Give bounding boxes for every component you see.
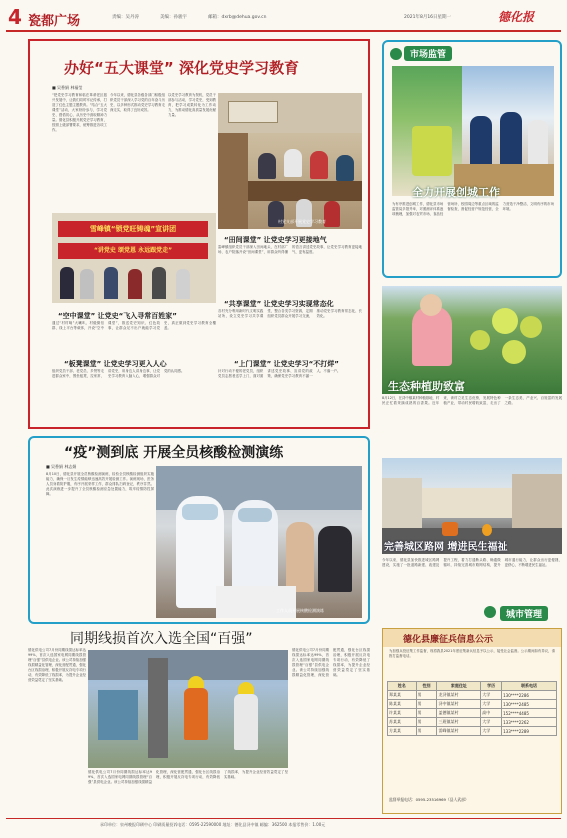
table-cell: 陈某某: [388, 700, 417, 709]
subhead-field-body: 雷峰镇组织党员干部深入田间地头，在村部广场、农户院落开设“田间课堂”，用群众听得懂的语言讲述党史故事，让党史学习教育更接地气、更有温度。: [218, 245, 362, 254]
editor-label: 责编：吴丹涛: [112, 15, 139, 20]
article-five-classrooms: [28, 39, 370, 429]
subhead-share: “共享课堂” 让党史学习实现常态化: [224, 300, 334, 308]
urban-body: 今年以来，德化县加快推进城区路网建设，实施了一批道路新建、改建及提升工程，着力打通断头路、畅通微循环，持续完善城市路网结构，提升城市通行能力，让群众出行更便捷、更舒心，不断增进民生福祉。: [382, 558, 562, 567]
table-cell: 男: [416, 709, 437, 718]
table-cell: 方某某: [388, 727, 417, 736]
article-body-col1: “把党史学习教育和临在革命老区振兴发展中，让我们同时牢记传承，打造了红色主题主题教育。”结合“五大课堂”活动，大家纷纷参与，学习党史、感悟初心，从历史中汲取精神力量。德化县积极开展党史学习教育，按照上级部署要求，统筹推进各项工作。: [52, 93, 107, 132]
notice-title: 德化县廉征兵信息公示: [403, 635, 494, 645]
page-number: 4: [8, 5, 22, 29]
email-label: 邮箱：dxrb@dehua.gov.cn: [208, 15, 267, 20]
notice-col-header: 联系电话: [502, 682, 557, 691]
subhead-door: “上门课堂” 让党史学习“不打烊”: [234, 360, 339, 368]
notice-col-header: 姓名: [388, 682, 417, 691]
covid-byline: ■ 吴香娟 林志娟: [46, 464, 77, 469]
notice-intro: 为加强兵役征集工作监督，现将我县2021年度征集新兵信息予以公示，接受社会监督。公示期间如有异议，请拨打监督电话。: [389, 649, 555, 658]
footer-print-info: 承印单位：泉州晚报印刷中心 印刷质量投诉电话：0595-22590000 地址：德化县浔中镇 邮编：362500 本报零售价：1.00元: [100, 822, 326, 827]
market-tag: 市场监管: [404, 46, 452, 61]
power-workers-photo: [88, 650, 288, 768]
table-cell: 高中: [481, 709, 502, 718]
table-row: [388, 727, 557, 736]
table-cell: 130****2485: [502, 700, 557, 709]
banner-red-2: “讲党史 颂党恩 永远跟党走”: [58, 243, 208, 259]
table-cell: 130****2286: [502, 691, 557, 700]
table-cell: 152****4485: [502, 709, 557, 718]
subhead-air: “空中课堂” 让党史“飞入寻常百姓家”: [58, 312, 177, 320]
subhead-field: “田间课堂” 让党史学习更接地气: [224, 236, 327, 244]
covid-body: 8月10日，德化县开展全员核酸检测演练，检验全员核酸检测组织实施能力，确保一旦发生疫情能够迅速高效开展检测工作。演练现场，医务人员身着防护服，有序开展采样工作，群众排队扫码登记，秩序井然。此次演练进一步提升了全员核酸检测应急处置能力，筑牢疫情防控屏障。: [46, 472, 154, 496]
covid-photo: [156, 466, 362, 618]
table-cell: 大学: [481, 691, 502, 700]
page-header: [0, 0, 567, 34]
table-row: [388, 718, 557, 727]
subhead-door-body: 针对行动不便的老党员，组织党员志愿者送学上门，面对面讲述党史故事、宣讲党的政策，确保党史学习教育不漏一人、不落一户。: [218, 369, 341, 378]
covid-photo-caption: 工作人员开展核酸检测演练: [276, 608, 324, 613]
table-cell: 龙浔镇某村: [437, 691, 481, 700]
market-title: 全力开展创城工作: [412, 186, 500, 199]
market-body: 为有序推进创城工作，德化县市场监管局多措并举，对照测评体系逐项梳理，加强对农贸市场、食品经营场所、校园周边等重点区域的监督检查，督促经营户规范经营，全力营造干净整洁、文明有序的市场环境。: [392, 202, 554, 216]
table-cell: 雷峰镇某村: [437, 727, 481, 736]
table-row: [388, 709, 557, 718]
section-name: 瓷都广场: [28, 14, 81, 29]
table-cell: 大学: [481, 727, 502, 736]
table-cell: 大学: [481, 700, 502, 709]
market-dot-icon: [390, 48, 402, 60]
baiqiang-title: 同期线损首次入选全国“百强”: [70, 631, 253, 647]
article-body-col2: 今年以来，德化县各级各部门积极组织党员干部深入学习党的百年奋斗历史，以多种形式推动党史学习教育走深走实，取得了良好成效。: [110, 93, 165, 112]
table-cell: 许某某: [388, 709, 417, 718]
footer-rule: [6, 818, 561, 819]
notice-col-header: 性别: [416, 682, 437, 691]
subhead-air-body: 通过“村村响”大喇叭、村级微信群、线上平台等载体，开设“空中课堂”，推送党史知识、红色故事，让群众足不出户就能学习党史，真正做到党史学习教育全覆盖。: [52, 321, 216, 330]
article-title: 办好“五大课堂” 深化党史学习教育: [64, 59, 299, 77]
baiqiang-body-col3: 德化供电公司7月份同期线损达标率达99%，首次入选国家电网同期线损管理“百强”县供电企业。该公司持续加强线损精益化管理，深化营配贯通，强化台区线损治理，积极开展反窃电专项行动，有效降低了线损率，为提升企业经营效益奠定了坚实基础。: [292, 648, 370, 677]
meeting-photo: [218, 93, 362, 229]
covid-title: “疫”测到底 开展全员核酸检测演练: [64, 445, 284, 461]
masthead-logo: 德化报: [498, 10, 535, 24]
city-dot-icon: [484, 606, 496, 618]
table-cell: 三班镇某村: [437, 718, 481, 727]
banner-red-1: 雪峰镇“锁党旺铸魂”宣讲团: [58, 221, 208, 237]
table-cell: 男: [416, 727, 437, 736]
covid-drill-article: [28, 436, 370, 624]
table-row: [388, 700, 557, 709]
notice-footer: 监督举报电话：0595-23516969（县人武部）: [389, 797, 469, 802]
article-byline: ■ 吴香娟 林福莹: [52, 85, 83, 90]
notice-col-header: 学历: [481, 682, 502, 691]
table-cell: 男: [416, 718, 437, 727]
table-cell: 男: [416, 691, 437, 700]
issue-date: 2021年8月16日星期一: [404, 15, 452, 20]
market-supervision-section: [382, 40, 562, 278]
city-management-tag: 城市管理: [500, 606, 548, 621]
baiqiang-body-col1: 德化供电公司7月份同期线损达标率达99%，首次入选国家电网同期线损管理“百强”县供电企业。该公司持续加强线损精益化管理，深化营配贯通，强化台区线损治理，积极开展反窃电专项行动，有效降低了线损率，为提升企业经营效益奠定了坚实基础。: [28, 648, 86, 682]
table-cell: 大学: [481, 718, 502, 727]
designer-label: 美编：孙骏宇: [160, 15, 187, 20]
eco-title: 生态种植助致富: [388, 380, 465, 393]
table-cell: 盖德镇某村: [437, 709, 481, 718]
conscription-notice: [382, 628, 562, 814]
table-cell: 男: [416, 700, 437, 709]
table-cell: 郑某某: [388, 691, 417, 700]
table-cell: 浔中镇某村: [437, 700, 481, 709]
subhead-bench: “板凳课堂” 让党史学习更入人心: [64, 360, 167, 368]
subhead-bench-body: 组织党员干部、老党员、乡贤等走进群众家中，围坐板凳，拉家常、讲党史，用身边人讲身边事，让党史学习教育入脑入心，增强群众对党的认同感。: [52, 369, 185, 378]
baiqiang-body-col2: 德化供电公司7月份同期线损达标率达99%，首次入选国家电网同期线损管理“百强”县供电企业。该公司持续加强线损精益化管理，深化营配贯通，强化台区线损治理，积极开展反窃电专项行动，有效降低了线损率，为提升企业经营效益奠定了坚实基础。: [88, 770, 288, 784]
photo-caption: 村党支部开展党史学习教育: [278, 219, 326, 224]
article-body-col3: 以党史学习教育为契机，党员干部参与活动，学习党史，受到教育，把学习成果转化为工作动力，为推动德化高质量发展贡献力量。: [168, 93, 216, 117]
table-cell: 133****2289: [502, 727, 557, 736]
market-photo: [392, 66, 554, 196]
notice-table: [387, 681, 557, 736]
banner-photo: [52, 213, 216, 303]
header-rule: [6, 30, 561, 32]
table-row: [388, 691, 557, 700]
subhead-share-body: 各村充分利用新时代文明实践站所，设立党史学习共享课堂，整合各类学习资源，定期组织党员群众开展学习交流，推动党史学习教育常态化、长效化。: [218, 309, 362, 318]
eco-body: 8月12日，在浔中镇某村种植基地，村民正忙着采摘成熟的百香果。近年来，该村立足生态优势，发展特色种植产业，带动村民增收致富，走出了一条生态美、产业兴、百姓富的发展之路。: [382, 396, 562, 405]
notice-col-header: 家庭住址: [437, 682, 481, 691]
urban-title: 完善城区路网 增进民生福祉: [384, 542, 508, 553]
table-cell: 133****2262: [502, 718, 557, 727]
table-cell: 苏某某: [388, 718, 417, 727]
